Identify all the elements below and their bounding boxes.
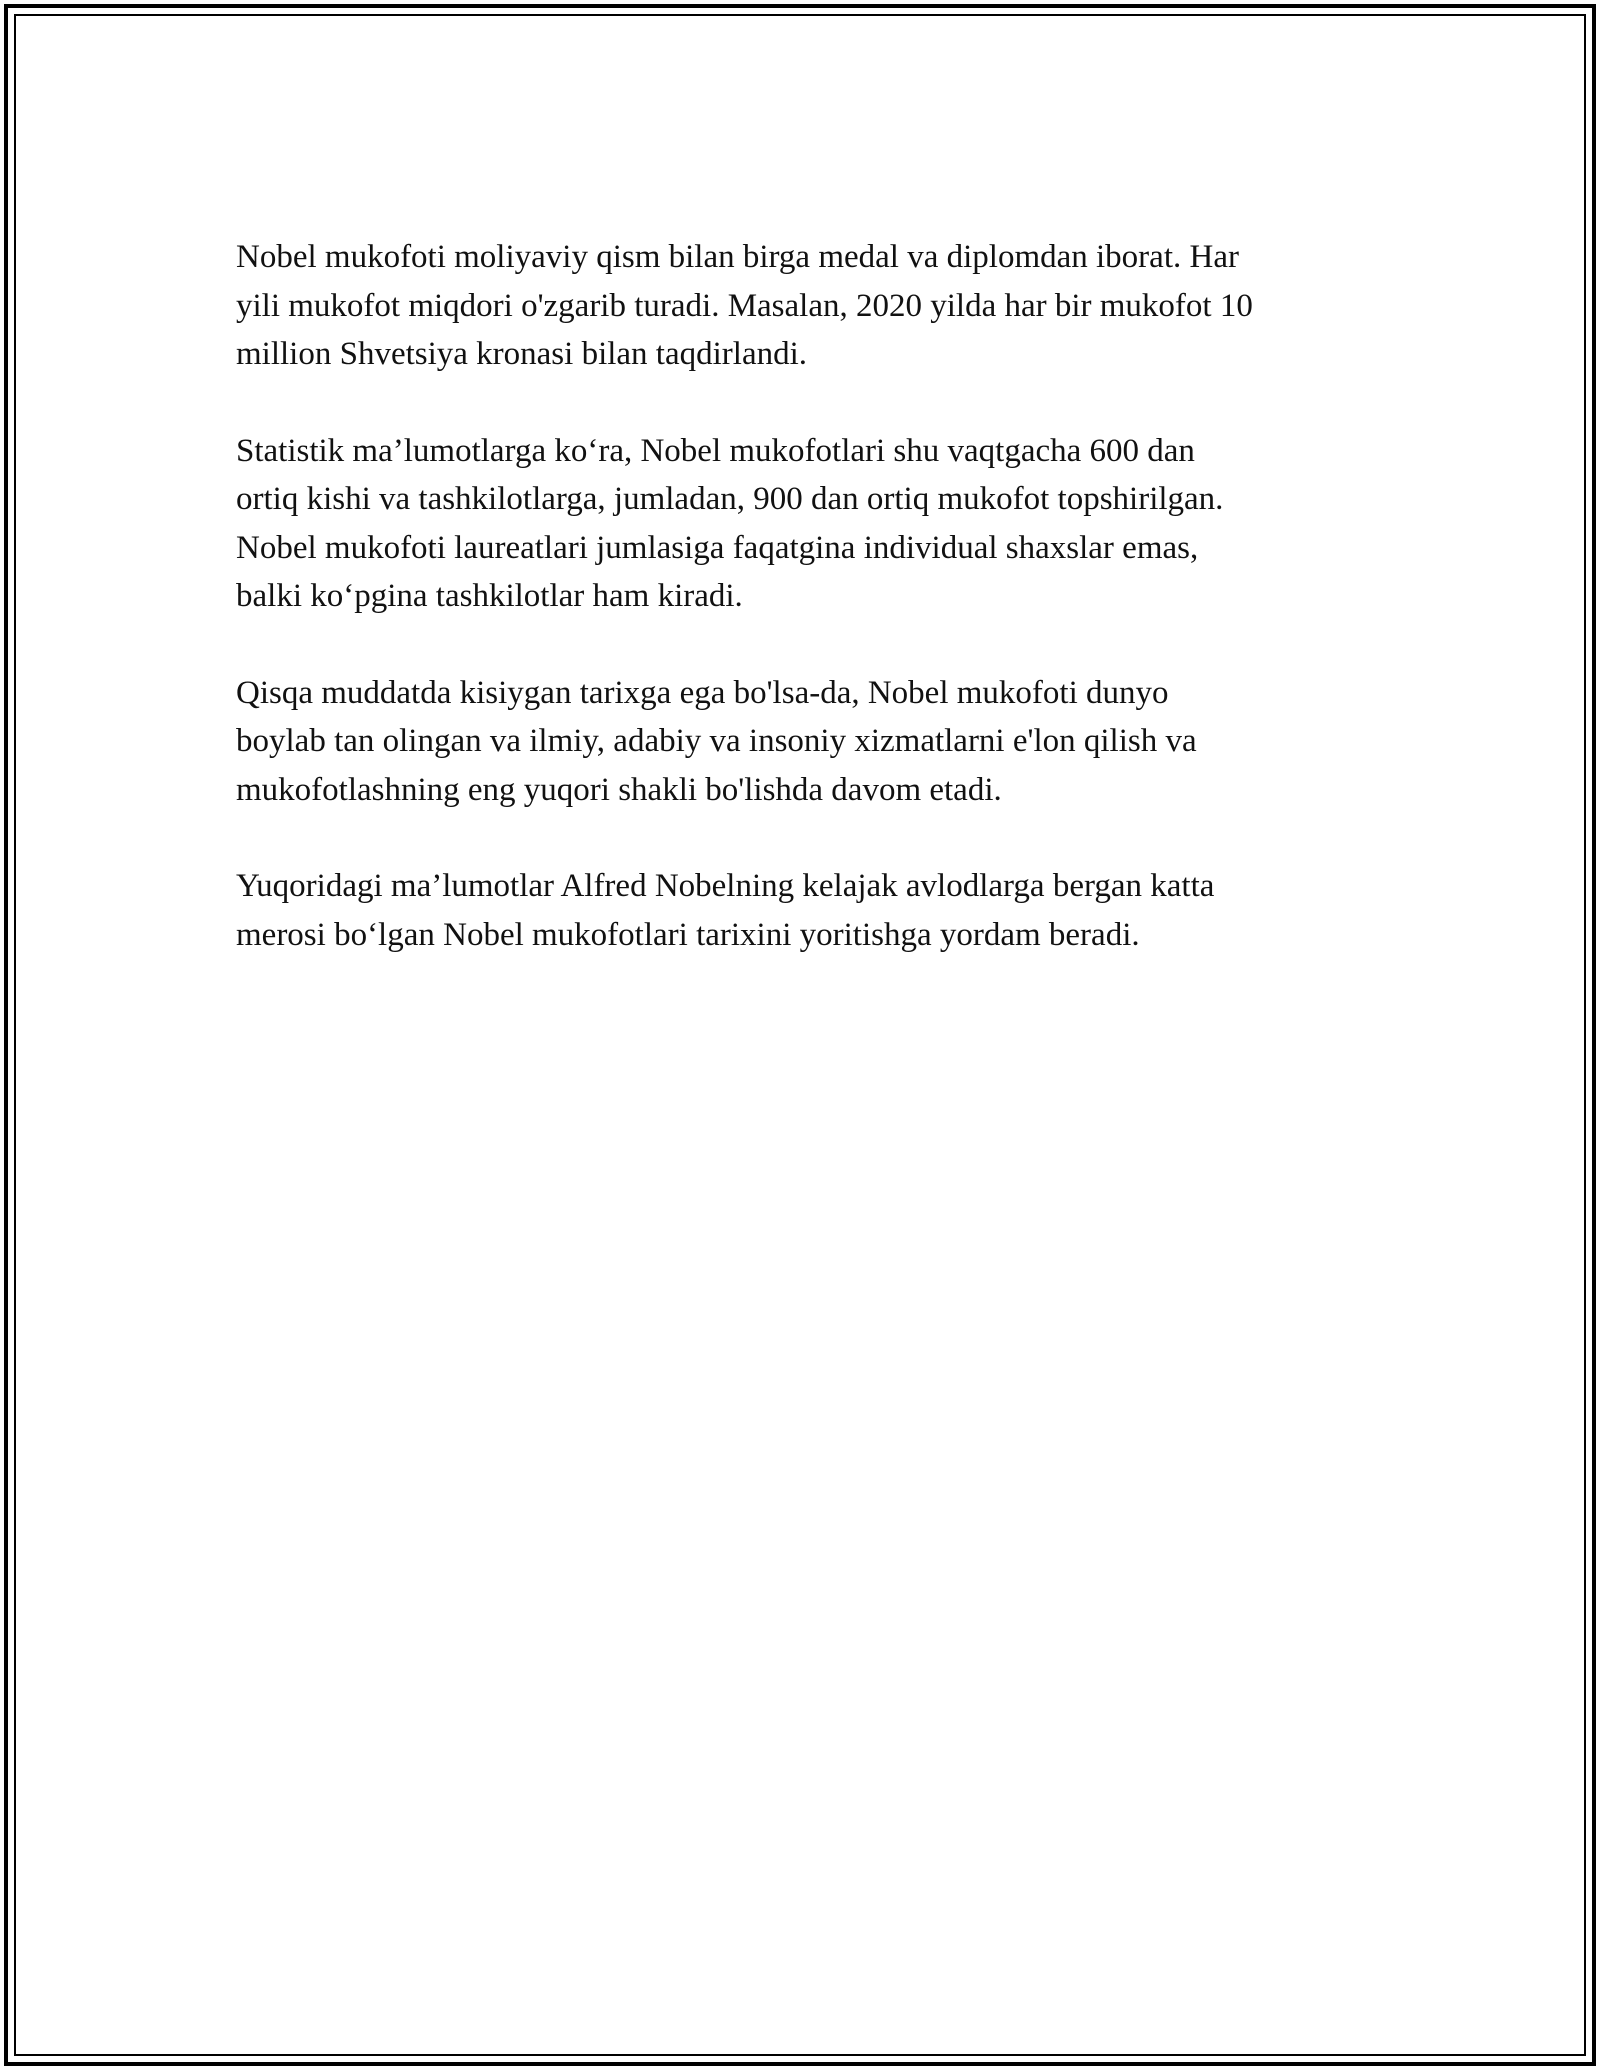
paragraph-line: Nobel mukofoti moliyaviy qism bilan birga medal va diplomdan iborat. Har xyxy=(236,239,1239,275)
document-body xyxy=(236,233,1396,959)
paragraph-1 xyxy=(236,233,1396,379)
paragraph-line: Yuqoridagi ma’lumotlar Alfred Nobelning kelajak avlodlarga bergan katta xyxy=(236,868,1215,904)
paragraph-line: balki ko‘pgina tashkilotlar ham kiradi. xyxy=(236,578,743,614)
paragraph-2 xyxy=(236,427,1396,621)
paragraph-4 xyxy=(236,862,1396,959)
paragraph-line: yili mukofot miqdori o'zgarib turadi. Masalan, 2020 yilda har bir mukofot 10 xyxy=(236,287,1253,324)
paragraph-line: million Shvetsiya kronasi bilan taqdirlandi. xyxy=(236,336,808,372)
paragraph-3 xyxy=(236,669,1396,815)
paragraph-line: Statistik ma’lumotlarga ko‘ra, Nobel mukofotlari shu vaqtgacha 600 dan xyxy=(236,432,1195,469)
paragraph-line: boylab tan olingan va ilmiy, adabiy va insoniy xizmatlarni e'lon qilish va xyxy=(236,723,1197,759)
paragraph-line: merosi bo‘lgan Nobel mukofotlari tarixini yoritishga yordam beradi. xyxy=(236,916,1140,953)
paragraph-line: Nobel mukofoti laureatlari jumlasiga faqatgina individual shaxslar emas, xyxy=(236,529,1199,566)
paragraph-line: Qisqa muddatda kisiygan tarixga ega bo'lsa-da, Nobel mukofoti dunyo xyxy=(236,674,1169,711)
paragraph-line: mukofotlashning eng yuqori shakli bo'lishda davom etadi. xyxy=(236,771,1002,808)
paragraph-line: ortiq kishi va tashkilotlarga, jumladan, 900 dan ortiq mukofot topshirilgan. xyxy=(236,481,1224,517)
